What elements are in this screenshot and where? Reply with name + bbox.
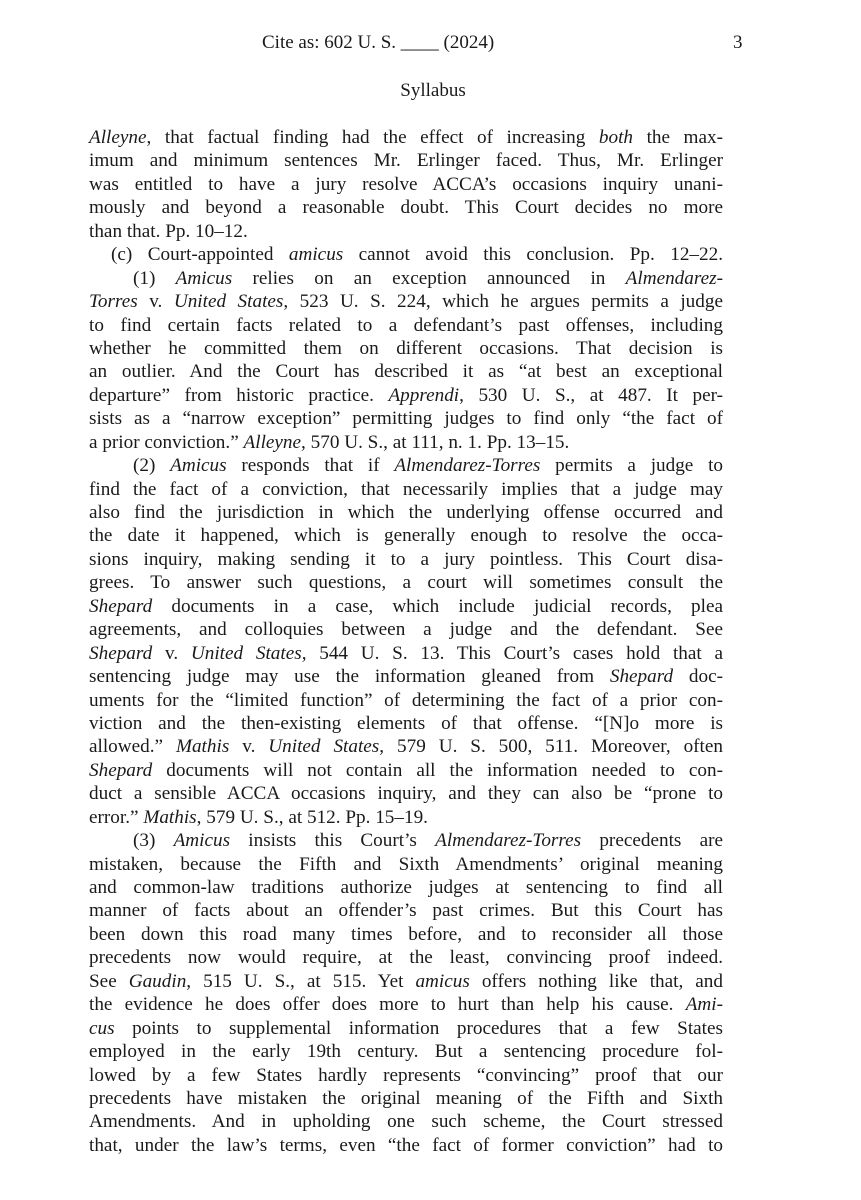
text-segment: sions inquiry, making sending it to a jury pointless. This Court disa- [89,548,723,570]
text-line [89,946,723,969]
text-segment: precedents now would require, at the least, convincing proof indeed. [89,947,723,969]
text-line [89,993,723,1016]
text-line [89,595,723,618]
text-line [89,876,723,899]
italic-text: Almendarez-Torres [435,830,582,852]
text-segment: responds that if [226,455,395,477]
text-segment: grees. To answer such questions, a court will sometimes consult the [89,572,723,594]
text-line [89,524,723,547]
text-line [89,689,723,712]
text-line [89,173,723,196]
text-segment: , 530 U. S., at 487. It per- [459,384,723,406]
italic-text: United States [190,642,302,664]
text-line [89,384,723,407]
text-line [89,829,723,852]
italic-text: Shepard [89,595,153,617]
text-segment: error.” [89,806,144,828]
text-segment: a prior conviction.” [89,431,244,453]
text-segment: v. [137,291,174,313]
text-segment: employed in the early 19th century. But a sentencing procedure fol- [89,1041,723,1063]
italic-text: Ami- [685,994,723,1016]
text-segment: (3) [133,830,174,852]
text-line [89,1064,723,1087]
italic-text: Amicus [173,830,231,852]
text-segment: sists as a “narrow exception” permitting judges to find only “the fact of [89,408,723,430]
text-segment: an outlier. And the Court has described it as “at best an exceptional [89,361,723,383]
text-segment: documents in a case, which include judicial records, plea [152,595,723,617]
text-line [89,126,723,149]
page-number: 3 [733,32,743,53]
text-segment: relies on an exception announced in [232,267,626,289]
text-segment: doc- [673,666,724,688]
text-segment: the max- [633,127,723,148]
text-segment: , 579 U. S. 500, 511. Moreover, often [379,736,723,758]
italic-text: amicus [415,970,470,992]
italic-text: Alleyne [243,431,302,453]
italic-text: Mathis [175,736,230,758]
text-line [89,923,723,946]
text-segment: the date it happened, which is generally enough to resolve the occa- [89,525,723,547]
text-segment: than that. Pp. 10–12. [89,220,248,242]
italic-text: Amicus [175,267,233,289]
section-title: Syllabus [400,80,466,101]
italic-text: Amicus [170,455,227,477]
text-segment: the evidence he does offer does more to hurt than help his cause. [89,994,686,1016]
text-line [89,571,723,594]
text-segment: agreements, and colloquies between a judge and the defendant. See [89,619,723,641]
text-line [89,1110,723,1133]
text-segment: Amendments. And in upholding one such scheme, the Court stressed [89,1111,723,1133]
text-segment: (2) [133,455,171,477]
text-line [89,806,723,829]
text-segment: manner of facts about an offender’s past crimes. But this Court has [89,900,723,922]
text-line [89,243,723,266]
text-segment: See [89,970,129,992]
italic-text: Gaudin [128,970,187,992]
text-line [89,360,723,383]
text-segment: uments for the “limited function” of determining the fact of a prior con- [89,689,723,711]
text-line [89,735,723,758]
text-line [89,642,723,665]
text-line [89,478,723,501]
italic-text: amicus [288,244,344,266]
text-segment: departure” from historic practice. [89,384,389,406]
text-line [89,290,723,313]
italic-text: Almendarez-Torres [394,455,541,477]
italic-text: United States [173,291,284,313]
italic-text: Mathis [143,806,197,828]
text-segment: points to supplemental information procedures that a few States [114,1017,723,1039]
text-segment: imum and minimum sentences Mr. Erlinger faced. Thus, Mr. Erlinger [89,150,723,172]
text-segment: been down this road many times before, and to reconsider all those [89,923,723,945]
text-line [89,431,723,454]
text-line [89,618,723,641]
text-line [89,665,723,688]
text-segment: also find the jurisdiction in which the underlying offense occurred and [89,502,723,523]
text-segment: documents will not contain all the information needed to con- [152,759,723,781]
text-line [89,548,723,571]
text-segment: , 544 U. S. 13. This Court’s cases hold that a [301,642,723,664]
text-line [89,407,723,430]
text-segment: sentencing judge may use the information gleaned from [89,666,610,688]
text-line [89,454,723,477]
syllabus-body [89,126,723,1157]
citation: Cite as: 602 U. S. ____ (2024) [262,32,495,53]
italic-text: Almendarez- [625,267,723,289]
text-line [89,759,723,782]
text-segment: mistaken, because the Fifth and Sixth Amendments’ original meaning [89,853,723,875]
text-segment: mously and beyond a reasonable doubt. This Court decides no more [89,197,723,219]
text-segment: to find certain facts related to a defendant’s past offenses, including [89,314,723,336]
italic-text: Shepard [89,642,153,664]
italic-text: both [598,127,634,148]
text-line [89,314,723,337]
text-segment: allowed.” [89,736,176,758]
text-segment: duct a sensible ACCA occasions inquiry, and they can also be “prone to [89,783,723,805]
text-segment: precedents are [581,830,723,852]
text-line [89,853,723,876]
text-line [89,149,723,172]
text-line [89,220,723,243]
text-segment: (1) [133,267,176,289]
text-line [89,1040,723,1063]
text-line [89,970,723,993]
italic-text: United States [268,736,380,758]
italic-text: Torres [89,291,138,313]
text-segment: v. [152,642,191,664]
text-segment: viction and the then-existing elements of that offense. “[N]o more is [89,712,723,734]
text-segment: that, under the law’s terms, even “the fact of former conviction” had to [89,1134,723,1156]
text-line [89,712,723,735]
text-segment: v. [229,736,269,758]
text-line [89,782,723,805]
text-segment: was entitled to have a jury resolve ACCA’s occasions inquiry unani- [89,173,723,195]
italic-text: Shepard [89,759,153,781]
text-line [89,267,723,290]
running-header [0,32,861,58]
text-segment: offers nothing like that, and [469,970,723,992]
text-segment: precedents have mistaken the original meaning of the Fifth and Sixth [89,1087,723,1109]
text-segment: find the fact of a conviction, that necessarily implies that a judge may [89,478,723,500]
text-segment: , 523 U. S. 224, which he argues permits a judge [283,291,723,313]
text-line [89,899,723,922]
text-line [89,1134,723,1157]
text-segment: and common-law traditions authorize judges at sentencing to find all [89,877,723,898]
text-segment: , that factual finding had the effect of increasing [146,127,599,148]
text-segment: whether he committed them on different occasions. That decision is [89,337,723,359]
text-line [89,337,723,360]
italic-text: Alleyne [89,127,147,148]
text-segment: permits a judge to [540,455,723,477]
italic-text: Shepard [609,666,674,688]
text-segment: , 570 U. S., at 111, n. 1. Pp. 13–15. [301,431,570,453]
text-segment: insists this Court’s [230,830,436,852]
italic-text: Apprendi [388,384,460,406]
text-line [89,1017,723,1040]
text-line [89,1087,723,1110]
text-segment: , 515 U. S., at 515. Yet [186,970,416,992]
text-segment: lowed by a few States hardly represents “convincing” proof that our [89,1064,723,1086]
text-line [89,501,723,524]
text-segment: (c) Court-appointed [111,244,289,266]
text-line [89,196,723,219]
text-segment: cannot avoid this conclusion. Pp. 12–22. [343,244,723,266]
italic-text: cus [89,1017,115,1039]
text-segment: , 579 U. S., at 512. Pp. 15–19. [196,806,428,828]
